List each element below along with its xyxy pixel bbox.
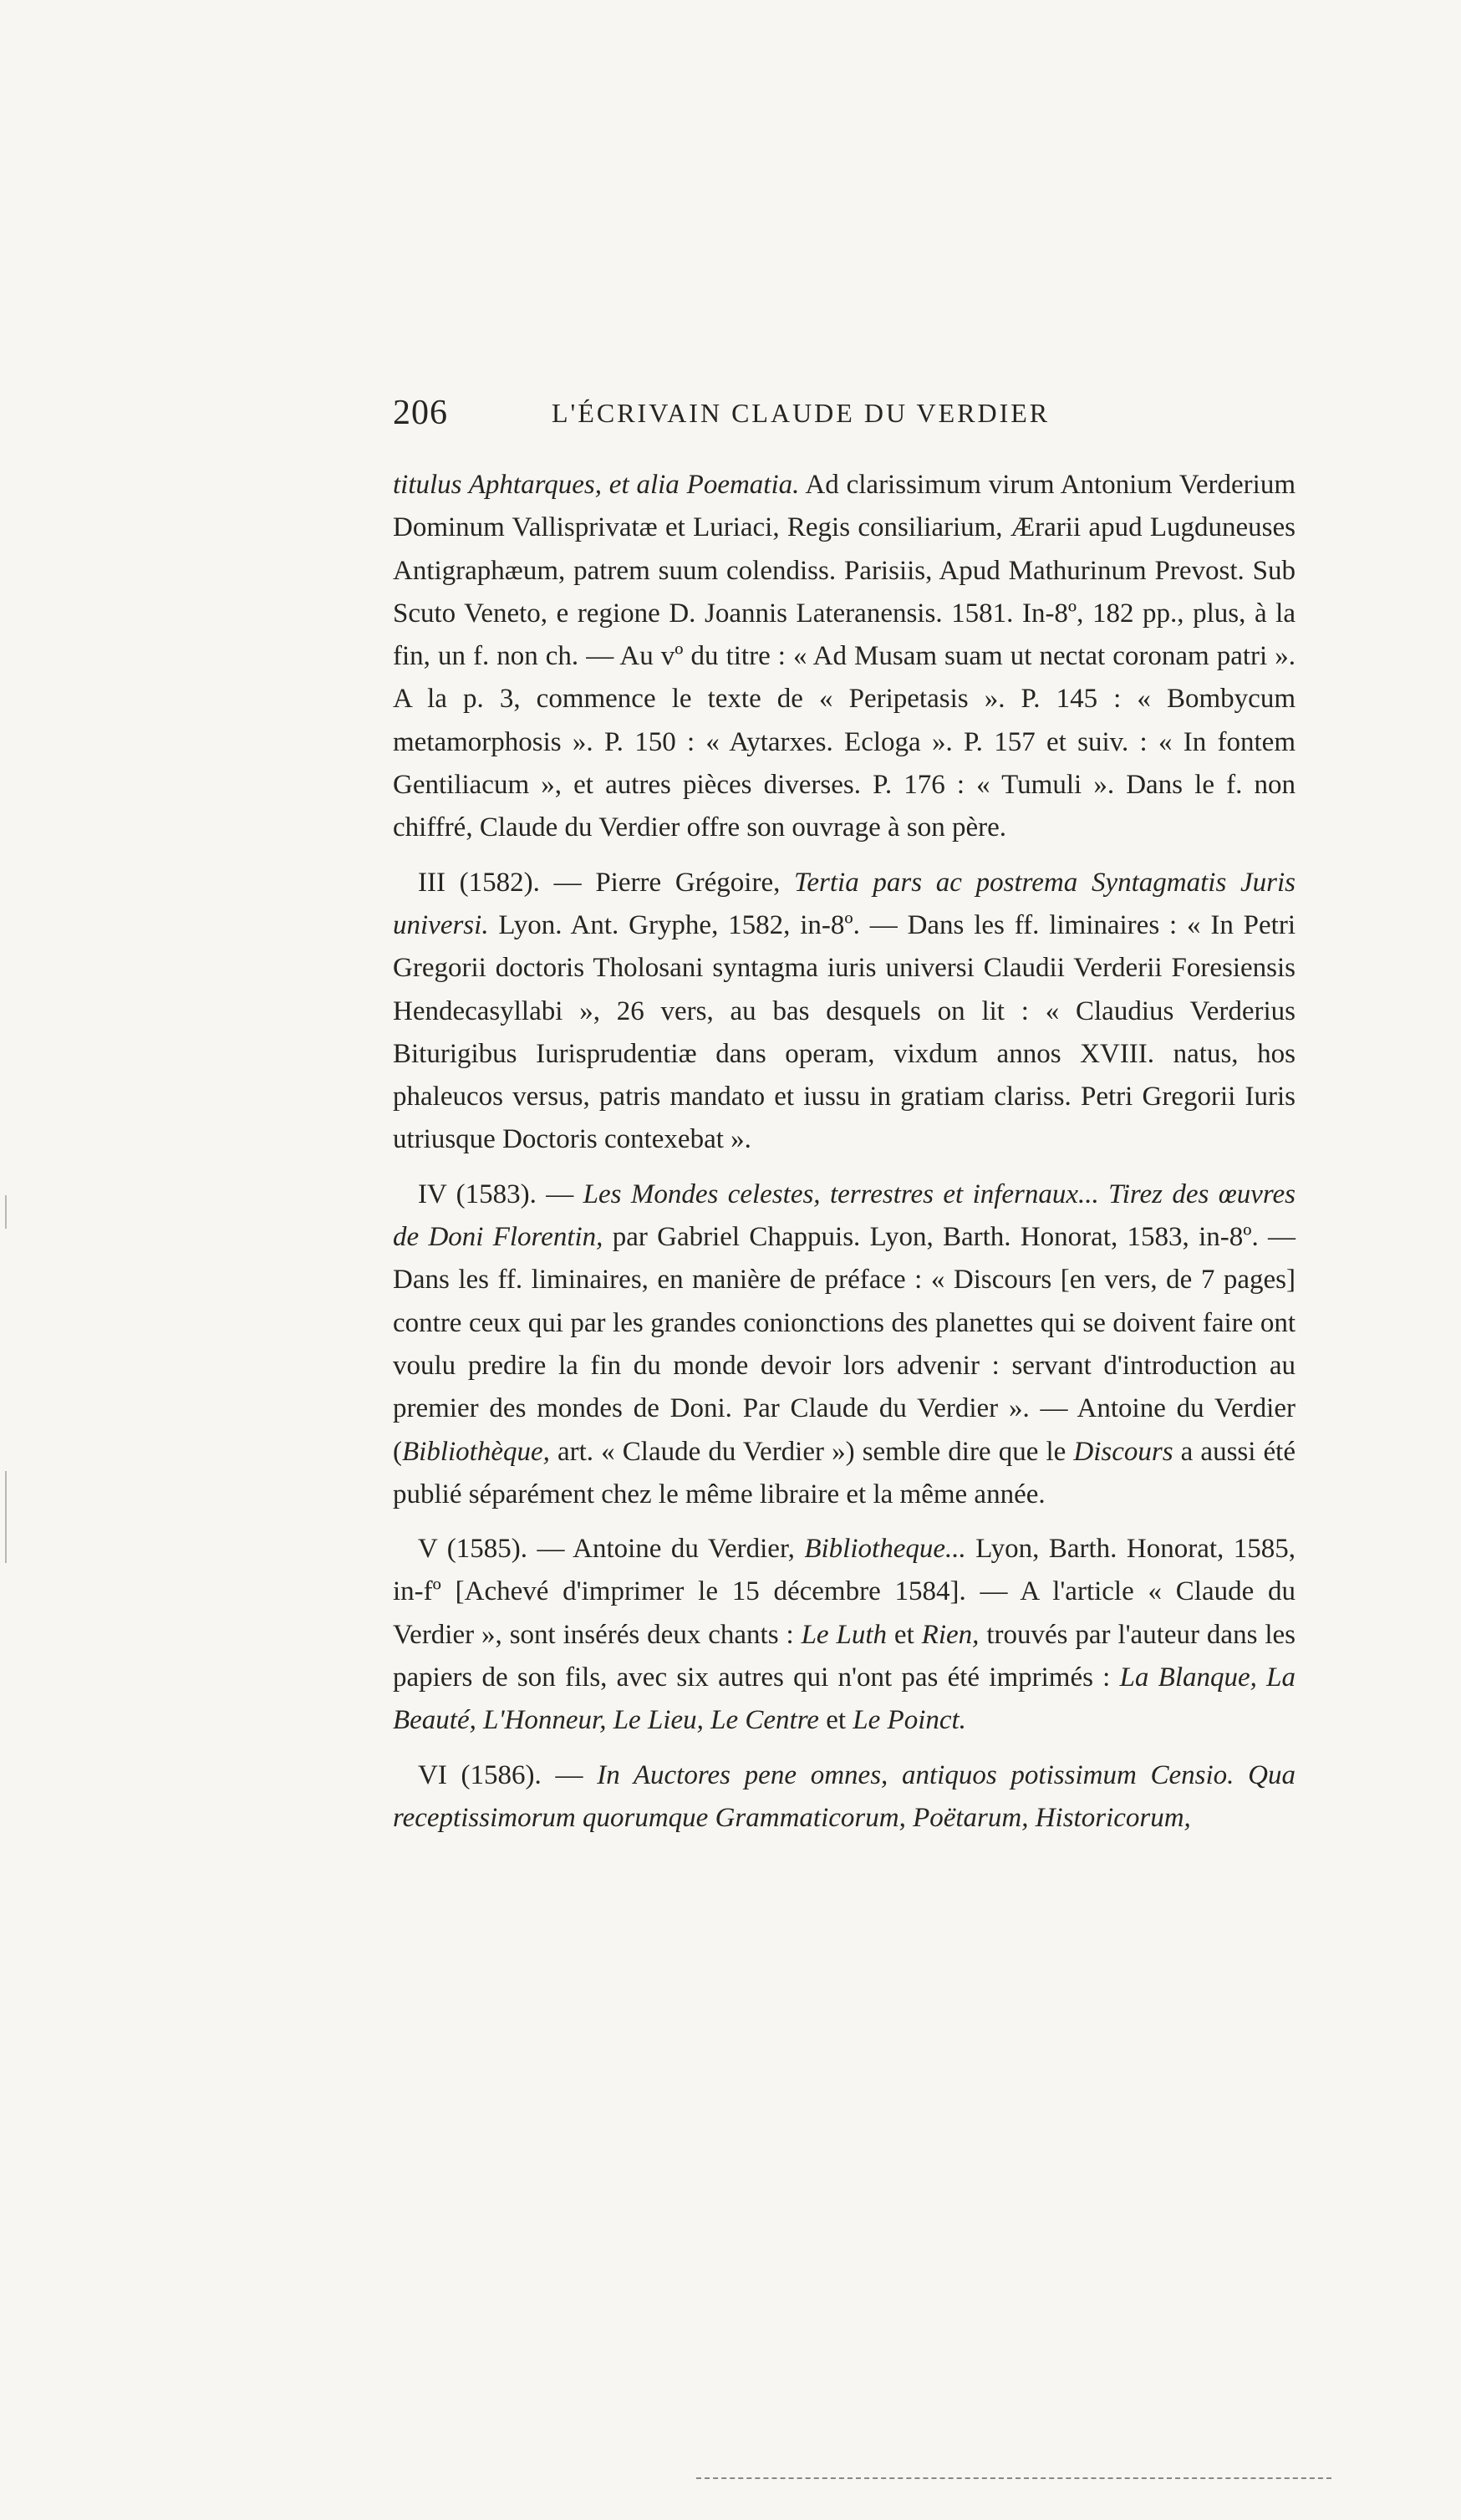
entry-iv [393, 1173, 1296, 1516]
italic-title: Bibliothèque, [402, 1436, 550, 1467]
italic-title: Tertia pars ac postrema Syntagmatis Juris universi. [393, 867, 1296, 940]
italic-title: Les Mondes celestes, terrestres et infernaux... Tirez des œuvres de Doni Florentin, [393, 1179, 1296, 1253]
text-run: Lyon, Barth. Honorat, 1585, in-fº [Achevé d'imprimer le 15 décembre 1584]. — A l'article « Claude du Verdier », sont insérés deux chants : [393, 1534, 1296, 1650]
text-run: et [818, 1705, 853, 1736]
running-title: L'ÉCRIVAIN CLAUDE DU VERDIER [552, 398, 1051, 428]
entry-iii [393, 862, 1296, 1162]
scan-edge-mark [5, 1195, 7, 1229]
italic-title: titulus Aphtarques, et alia Poematia. [393, 470, 800, 500]
text-run: IV (1583). — [418, 1179, 583, 1209]
text-run: par Gabriel Chappuis. Lyon, Barth. Honorat, 1583, in-8º. — Dans les ff. liminaires, en manière de préface : « Discours [en vers, de 7 pages] contre ceux qui par les grandes conionctions des planettes qui se doivent faire ont voulu predire la fin du monde devoir lors advenir : servant d'introduction au premier des mondes de Doni. Par Claude du Verdier ». — Antoine du Verdier ( [393, 1222, 1296, 1467]
page-number: 206 [393, 394, 448, 432]
italic-title: In Auctores pene omnes, antiquos potissimum Censio. Qua receptissimorum quorumque Grammaticorum, Poëtarum, Historicorum, [393, 1759, 1296, 1833]
body-text [393, 464, 1296, 1851]
text-run: VI (1586). — [418, 1759, 598, 1790]
italic-title: La Blanque, La Beauté, L'Honneur, Le Lieu, Le Centre [393, 1662, 1296, 1736]
italic-title: Rien, [921, 1619, 980, 1650]
text-run: art. « Claude du Verdier ») semble dire que le [549, 1436, 1074, 1467]
text-run: Lyon. Ant. Gryphe, 1582, in-8º. — Dans les ff. liminaires : « In Petri Gregorii doctoris Tholosani syntagma iuris universi Claudii Verderii Foresiensis Hendecasyllabi », 26 vers, au bas desquels on lit : « Claudius Verderius Biturigibus Iurisprudentiæ dans operam, vixdum annos XVIII. natus, hos phaleucos versus, patris mandato et iussu in gratiam clariss. Petri Gregorii Iuris utriusque Doctoris contexebat ». [393, 909, 1296, 1155]
italic-title: Bibliotheque... [804, 1534, 966, 1565]
page-header [393, 393, 1296, 443]
entry-v [393, 1528, 1296, 1742]
text-run: III (1582). — Pierre Grégoire, [418, 867, 795, 898]
bottom-dashed-rule [696, 2477, 1331, 2479]
italic-title: Le Poinct. [853, 1705, 966, 1736]
text-run: trouvés par l'auteur dans les papiers de son fils, avec six autres qui n'ont pas été imprimés : [393, 1619, 1296, 1693]
text-run: V (1585). — Antoine du Verdier, [418, 1534, 805, 1565]
paragraph-continuation [393, 464, 1296, 850]
text-run: Ad clarissimum virum Antonium Verderium Dominum Vallisprivatæ et Luriaci, Regis consiliarium, Ærarii apud Lugduneuses Antigraphæum, patrem suum colendiss. Parisiis, Apud Mathurinum Prevost. Sub Scuto Veneto, e regione D. Joannis Lateranensis. 1581. In-8º, 182 pp., plus, à la fin, un f. non ch. — Au vº du titre : « Ad Musam suam ut nectat coronam patri ». A la p. 3, commence le texte de « Peripetasis ». P. 145 : « Bombycum metamorphosis ». P. 150 : « Aytarxes. Ecloga ». P. 157 et suiv. : « In fontem Gentiliacum », et autres pièces diverses. P. 176 : « Tumuli ». Dans le f. non chiffré, Claude du Verdier offre son ouvrage à son père. [393, 470, 1296, 843]
text-run: a aussi été publié séparément chez le même libraire et la même année. [393, 1436, 1296, 1509]
italic-title: Le Luth [801, 1619, 888, 1650]
text-run: et [887, 1619, 922, 1650]
italic-title: Discours [1073, 1436, 1173, 1467]
entry-vi [393, 1754, 1296, 1840]
scan-edge-mark [5, 1471, 7, 1563]
